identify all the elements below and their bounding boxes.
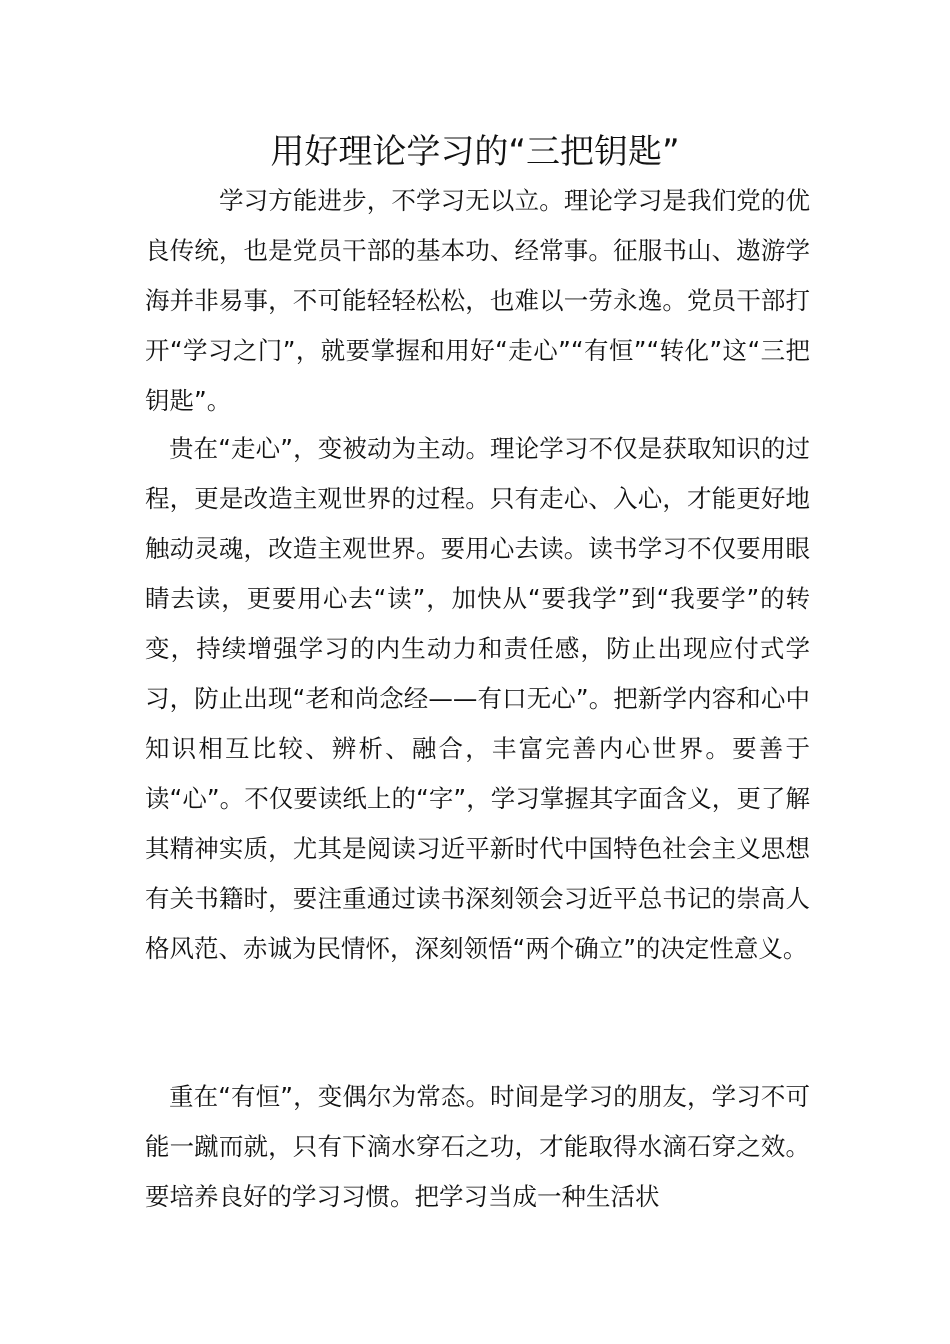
paragraph-key-one: 贵在“走心”，变被动为主动。理论学习不仅是获取知识的过程，更是改造主观世界的过程。只有走心、入心，才能更好地触动灵魂，改造主观世界。要用心去读。读书学习不仅要用眼睛去读，更要用心去“读”，加快从“要我学”到“我要学”的转变，持续增强学习的内生动力和责任感，防止出现应付式学习，防止出现“老和尚念经——有口无心”。把新学内容和心中知识相互比较、辨析、融合，丰富完善内心世界。要善于读“心”。不仅要读纸上的“字”，学习掌握其字面含义，更了解其精神实质，尤其是阅读习近平新时代中国特色社会主义思想有关书籍时，要注重通过读书深刻领会习近平总书记的崇高人格风范、赤诚为民情怀，深刻领悟“两个确立”的决定性意义。	[145, 434, 810, 963]
paragraph-intro: 学习方能进步，不学习无以立。理论学习是我们党的优良传统，也是党员干部的基本功、经常事。征服书山、遨游学海并非易事，不可能轻轻松松，也难以一劳永逸。党员干部打开“学习之门”，就要掌握和用好“走心”“有恒”“转化”这“三把钥匙”。	[145, 186, 810, 415]
paragraph-key-two: 重在“有恒”，变偶尔为常态。时间是学习的朋友，学习不可能一蹴而就，只有下滴水穿石之功，才能取得水滴石穿之效。要培养良好的学习习惯。把学习当成一种生活状	[145, 1082, 810, 1211]
document-title: 用好理论学习的“三把钥匙”	[270, 132, 680, 172]
